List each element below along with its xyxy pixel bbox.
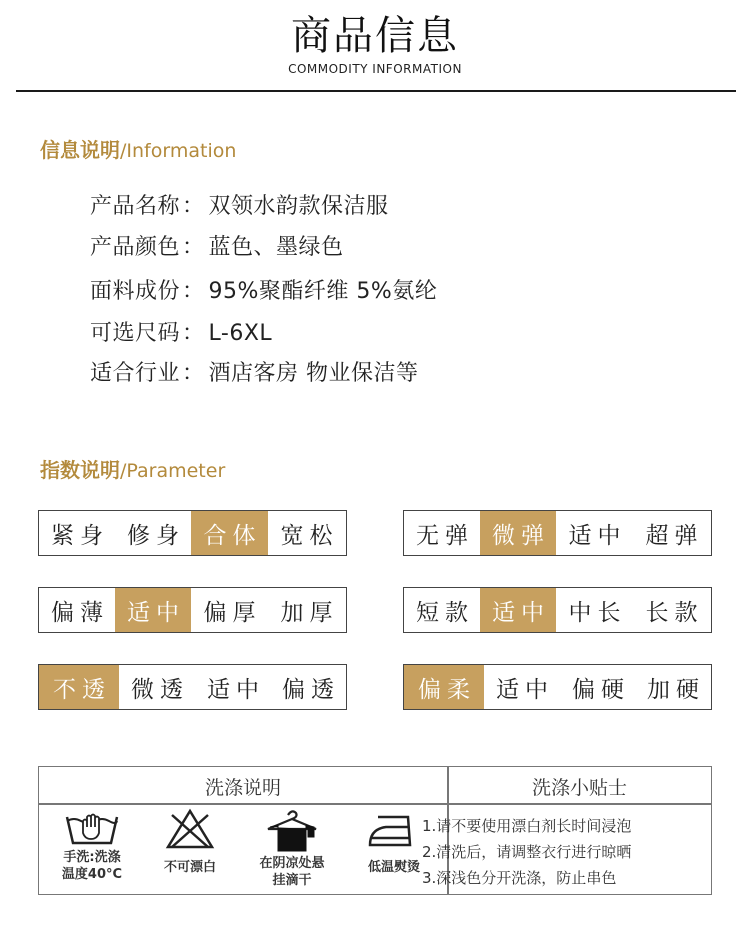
info-value: 蓝色、墨绿色	[208, 235, 344, 260]
scale-option: 适中	[568, 522, 627, 549]
scale-option: 修身	[127, 522, 185, 549]
param-heading-en: /Parameter	[120, 460, 226, 482]
param-heading-cn: 指数说明	[40, 458, 120, 482]
scale-option: 中长	[568, 599, 627, 626]
scale-fit	[38, 510, 347, 556]
scale-option: 微弹	[480, 511, 556, 555]
scale-option: 偏薄	[51, 599, 109, 626]
info-value: 双领水韵款保洁服	[208, 194, 389, 219]
info-row-name	[90, 189, 389, 220]
info-heading-cn: 信息说明	[40, 138, 120, 162]
param-section-heading	[40, 454, 225, 483]
scale-option: 不透	[39, 665, 119, 709]
info-label: 可选尺码	[90, 321, 181, 346]
scale-option: 偏硬	[572, 676, 630, 703]
info-row-color	[90, 230, 344, 261]
info-label: 产品颜色	[90, 235, 181, 260]
info-colon: ：	[182, 194, 205, 219]
info-row-fabric	[90, 274, 437, 305]
info-colon: ：	[182, 361, 205, 386]
scale-transparency	[38, 664, 347, 710]
care-label: 温度40°C	[61, 867, 123, 882]
scale-option: 超弹	[645, 522, 704, 549]
hang-dry-shade-icon	[264, 807, 320, 855]
care-tip: 3.深浅色分开洗涤，防止串色	[422, 869, 617, 887]
care-instructions-header: 洗涤说明	[204, 777, 281, 799]
info-row-industry	[90, 356, 419, 387]
info-colon: ：	[182, 321, 205, 346]
scale-thickness	[38, 587, 347, 633]
care-label: 低温熨烫	[367, 860, 420, 875]
scale-option: 适中	[496, 676, 554, 703]
info-label: 面料成份	[90, 279, 181, 304]
info-heading-en: /Information	[120, 140, 237, 162]
scale-option: 无弹	[416, 522, 474, 549]
care-label: 不可漂白	[163, 860, 216, 875]
info-value: 95%聚酯纤维 5%氨纶	[208, 279, 438, 304]
info-label: 适合行业	[90, 361, 181, 386]
care-symbol-hand-wash	[47, 807, 137, 883]
scale-option: 加硬	[647, 676, 705, 703]
care-tips-header: 洗涤小贴士	[531, 777, 627, 799]
info-colon: ：	[182, 235, 205, 260]
hand-wash-icon	[61, 807, 123, 849]
scale-option: 适中	[207, 676, 265, 703]
care-symbol-no-bleach	[145, 807, 235, 876]
scale-option: 适中	[480, 588, 556, 632]
info-label: 产品名称	[90, 194, 181, 219]
scale-option: 偏厚	[203, 599, 262, 626]
scale-elasticity	[403, 510, 712, 556]
scale-length	[403, 587, 712, 633]
page-title: 商品信息	[291, 13, 459, 59]
care-tip: 2.清洗后，请调整衣行进行晾晒	[422, 843, 632, 861]
low-iron-icon	[364, 807, 424, 851]
scale-option: 宽松	[280, 522, 339, 549]
scale-option: 微透	[131, 676, 189, 703]
scale-option: 偏柔	[404, 665, 484, 709]
info-colon: ：	[182, 279, 205, 304]
care-label: 手洗:洗涤	[63, 850, 121, 865]
care-tip: 1.请不要使用漂白剂长时间浸泡	[422, 817, 632, 835]
page-subtitle: COMMODITY INFORMATION	[288, 62, 462, 76]
scale-option: 短款	[416, 599, 474, 626]
care-label: 挂滴干	[272, 873, 312, 888]
scale-option: 长款	[645, 599, 704, 626]
care-label: 在阴凉处悬	[259, 856, 325, 871]
scale-option: 紧身	[51, 522, 109, 549]
info-row-size	[90, 316, 272, 347]
header-divider	[16, 90, 736, 92]
scale-option: 偏透	[282, 676, 340, 703]
scale-option: 合体	[191, 511, 268, 555]
info-value: L-6XL	[208, 321, 273, 346]
scale-softness	[403, 664, 712, 710]
care-symbol-hang-dry	[247, 807, 337, 889]
scale-option: 适中	[115, 588, 191, 632]
info-section-heading	[40, 134, 236, 163]
no-bleach-icon	[164, 807, 216, 851]
scale-option: 加厚	[280, 599, 339, 626]
info-value: 酒店客房 物业保洁等	[208, 361, 419, 386]
care-table-divider	[39, 803, 711, 805]
